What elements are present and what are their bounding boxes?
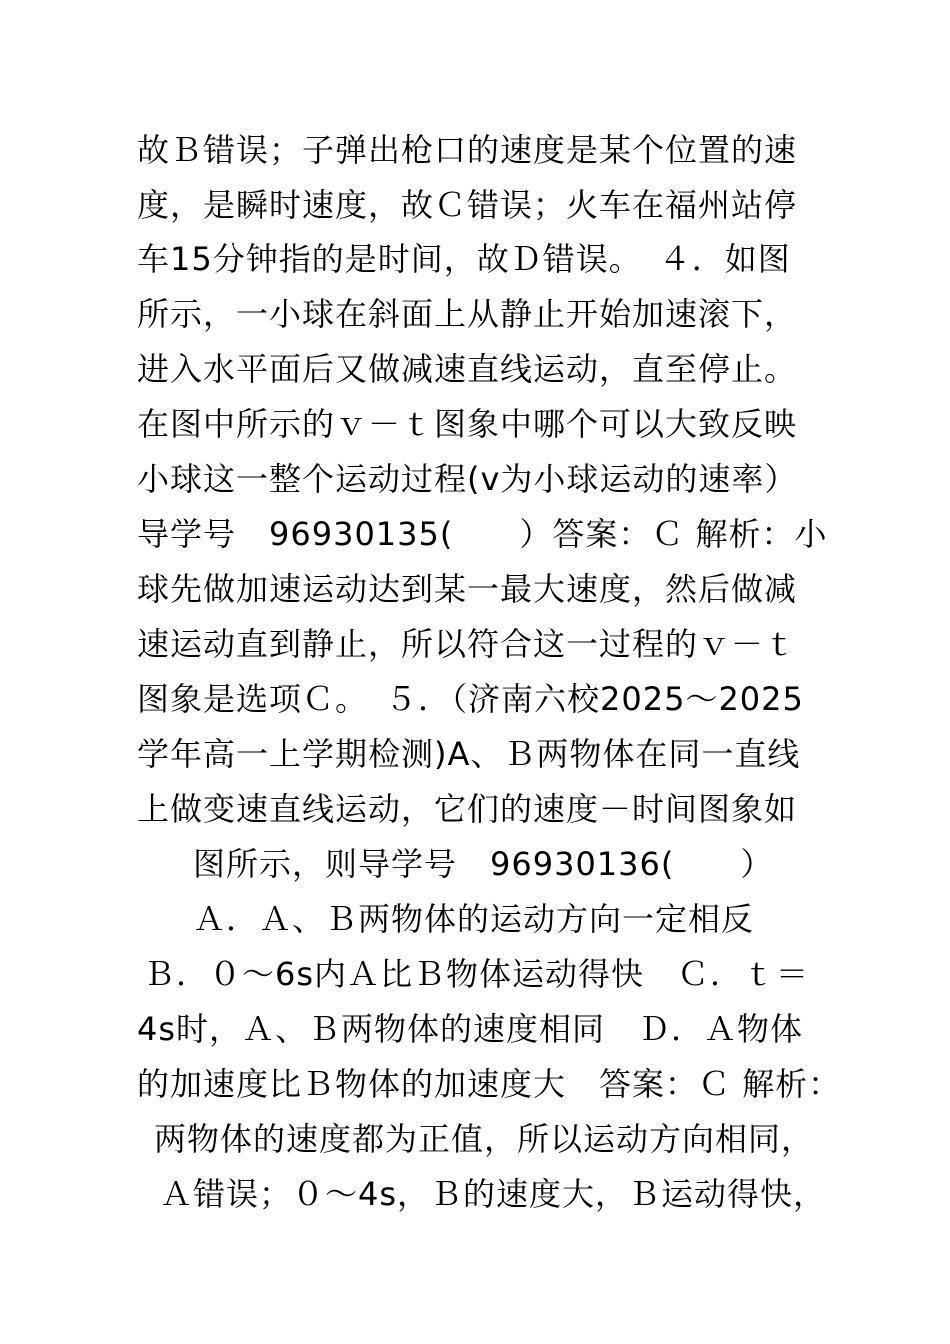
text-line-4: 所示，一小球在斜面上从静止开始加速滚下，	[137, 295, 798, 333]
text-line-3: 车15分钟指的是时间，故Ｄ错误。 ４．如图	[137, 240, 791, 278]
text-line-7: 小球这一整个运动过程(v为小球运动的速率）	[137, 460, 798, 498]
text-line-1: 故Ｂ错误；子弹出枪口的速度是某个位置的速	[137, 131, 798, 169]
text-line-14: 图所示，则导学号 96930136( ）	[193, 845, 774, 883]
text-line-19: 两物体的速度都为正值，所以运动方向相同，	[154, 1120, 815, 1158]
text-line-20: Ａ错误；０～4s，Ｂ的速度大，Ｂ运动得快，	[160, 1175, 827, 1213]
text-line-9: 球先做加速运动达到某一最大速度，然后做减	[137, 570, 798, 608]
text-line-5: 进入水平面后又做减速直线运动，直至停止。	[137, 350, 798, 388]
text-line-2: 度，是瞬时速度，故Ｃ错误；火车在福州站停	[137, 186, 798, 224]
text-line-8: 导学号 96930135( ）答案：Ｃ 解析：小	[137, 515, 828, 553]
text-line-18: 的加速度比Ｂ物体的加速度大 答案：Ｃ 解析：	[137, 1065, 842, 1103]
text-line-15: Ａ．Ａ、Ｂ两物体的运动方向一定相反	[193, 900, 755, 938]
text-line-13: 上做变速直线运动，它们的速度－时间图象如	[137, 790, 798, 828]
text-line-6: 在图中所示的ｖ－ｔ图象中哪个可以大致反映	[137, 405, 798, 443]
text-line-16: Ｂ．０～6s内Ａ比Ｂ物体运动得快 Ｃ．ｔ＝	[143, 955, 810, 993]
text-line-12: 学年高一上学期检测)A、Ｂ两物体在同一直线	[137, 735, 801, 773]
text-line-10: 速运动直到静止，所以符合这一过程的ｖ－ｔ	[137, 625, 798, 663]
text-line-17: 4s时，Ａ、Ｂ两物体的速度相同 Ｄ．Ａ物体	[137, 1010, 804, 1048]
text-line-11: 图象是选项Ｃ。 ５．（济南六校2025～2025	[137, 680, 804, 718]
